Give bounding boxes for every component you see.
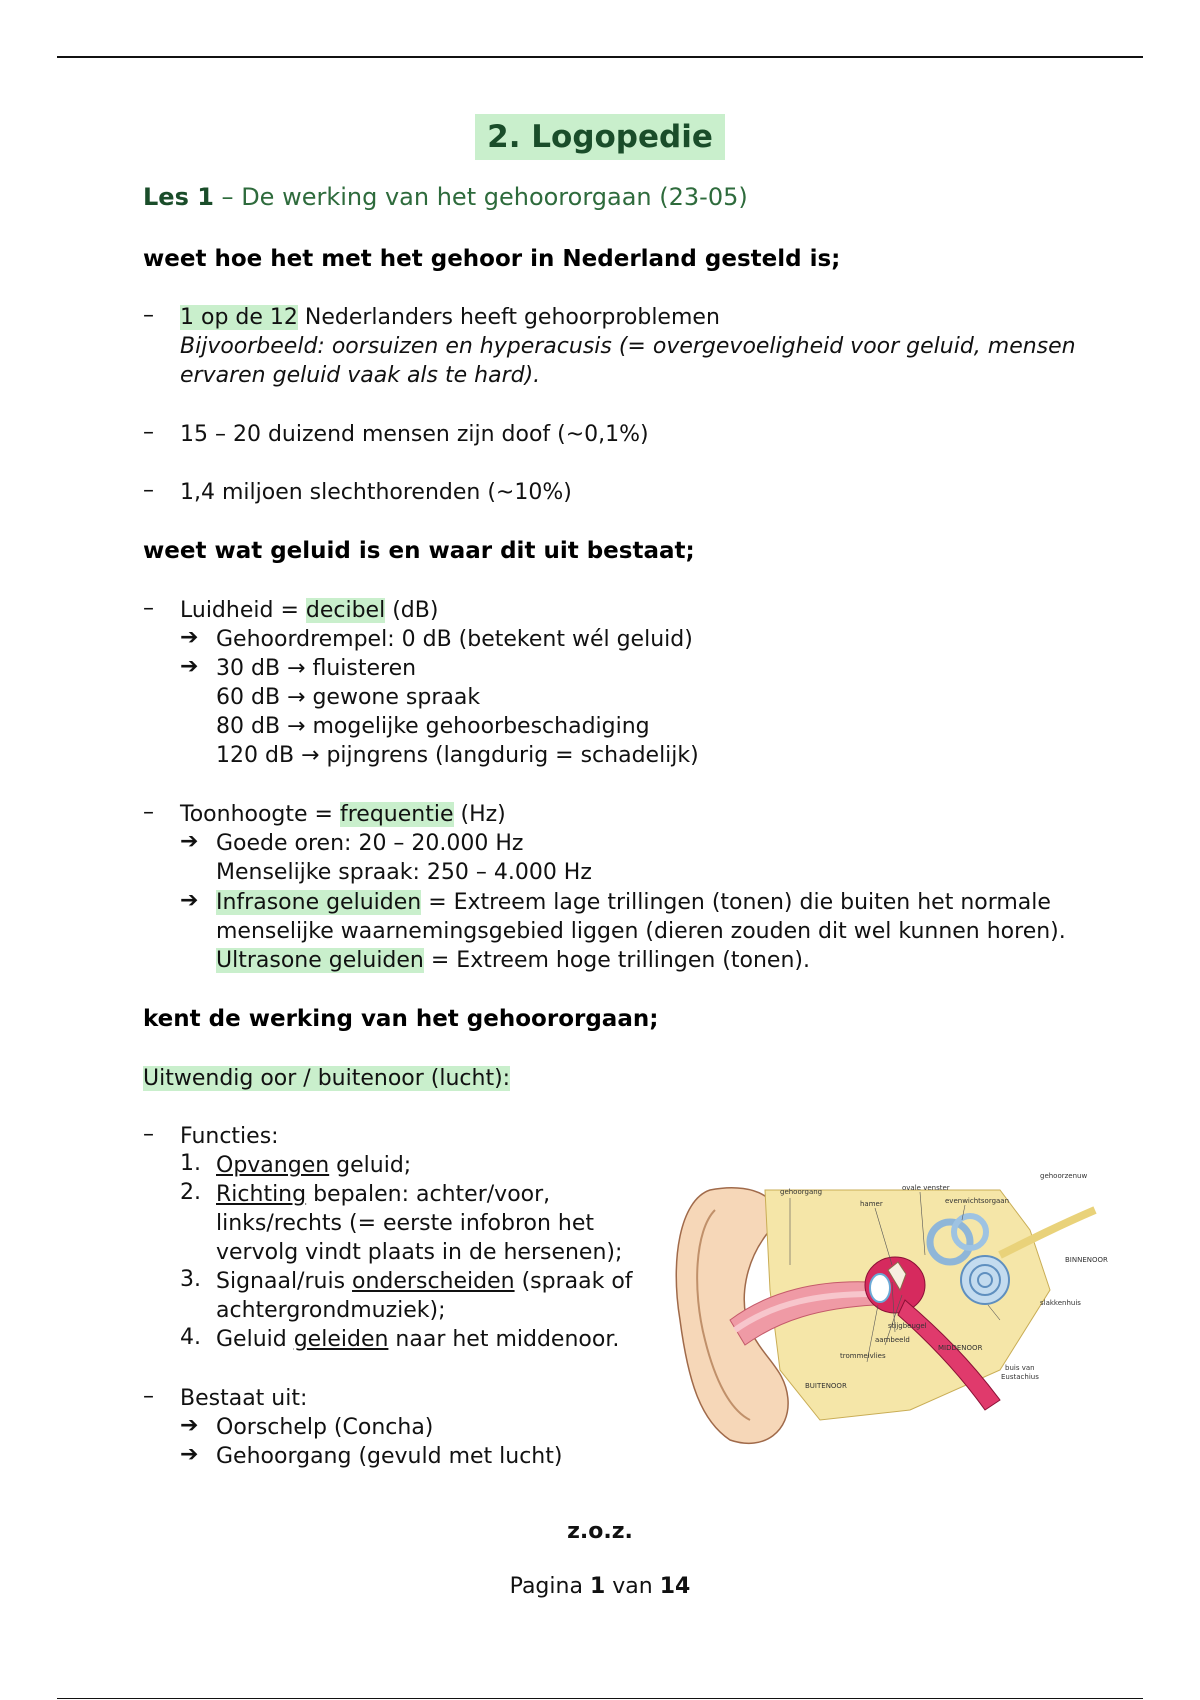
bullet-dash: – — [143, 478, 154, 503]
list-number: 3. — [180, 1267, 201, 1292]
consists-label: Bestaat uit: — [180, 1386, 308, 1411]
list-item-loudness: Luidheid = decibel (dB) — [180, 598, 439, 623]
pitch-infrasone-cont: menselijke waarnemingsgebied liggen (dieren zouden dit wel kunnen horen). — [216, 919, 1066, 944]
label-binnenoor: BINNENOOR — [1065, 1256, 1108, 1264]
label-buis-van: buis van — [1005, 1364, 1035, 1372]
pitch-line: Menselijke spraak: 250 – 4.000 Hz — [216, 860, 592, 885]
list-number: 4. — [180, 1325, 201, 1350]
arrow-icon: ➔ — [180, 888, 199, 913]
label-evenwichtsorgaan: evenwichtsorgaan — [945, 1197, 1010, 1205]
bullet-dash: – — [143, 800, 154, 825]
loudness-line: 120 dB → pijngrens (langdurig = schadelijk) — [216, 743, 699, 768]
list-item-pitch: Toonhoogte = frequentie (Hz) — [180, 802, 506, 827]
list-item-example: Bijvoorbeeld: oorsuizen en hyperacusis (= overgevoeligheid voor geluid, mensen — [180, 334, 1076, 359]
loudness-line: 30 dB → fluisteren — [216, 656, 417, 681]
bullet-dash: – — [143, 1122, 154, 1147]
list-item: 1 op de 12 Nederlanders heeft gehoorproblemen — [180, 305, 720, 330]
label-middenoor: MIDDENOOR — [938, 1344, 983, 1352]
function-item-cont: links/rechts (= eerste infobron het — [216, 1211, 595, 1236]
section-heading-hearing-organ: kent de werking van het gehoororgaan; — [143, 1006, 659, 1032]
pitch-ultrasone: Ultrasone geluiden = Extreem hoge trillingen (tonen). — [216, 948, 810, 973]
label-ovale-venster: ovale venster — [902, 1184, 950, 1192]
arrow-icon: ➔ — [180, 829, 199, 854]
label-hamer: hamer — [860, 1200, 883, 1208]
list-number: 2. — [180, 1180, 201, 1205]
bottom-rule — [57, 1698, 1143, 1699]
label-trommelvlies: trommelvlies — [840, 1352, 886, 1360]
pitch-line: Goede oren: 20 – 20.000 Hz — [216, 831, 524, 856]
label-buitenoor: BUITENOOR — [805, 1382, 847, 1390]
label-slakkenhuis: slakkenhuis — [1040, 1299, 1081, 1307]
label-eustachius: Eustachius — [1001, 1373, 1039, 1381]
page-title: 2. Logopedie — [475, 114, 725, 160]
lesson-topic: De werking van het gehoororgaan (23-05) — [241, 183, 748, 211]
list-item-example: ervaren geluid vaak als te hard). — [180, 363, 541, 388]
lesson-number: Les 1 — [143, 183, 214, 211]
bullet-dash: – — [143, 303, 154, 328]
zoz-note: z.o.z. — [567, 1519, 633, 1544]
arrow-icon: ➔ — [180, 1442, 199, 1467]
function-item: Geluid geleiden naar het middenoor. — [216, 1327, 620, 1352]
lesson-heading — [143, 183, 748, 211]
consists-item: Oorschelp (Concha) — [216, 1415, 434, 1440]
functions-label: Functies: — [180, 1124, 279, 1149]
pitch-infrasone: Infrasone geluiden = Extreem lage trillingen (tonen) die buiten het normale — [216, 890, 1051, 915]
list-item: 15 – 20 duizend mensen zijn doof (~0,1%) — [180, 422, 649, 447]
ear-anatomy-figure — [670, 1170, 1115, 1450]
lesson-separator: – — [213, 183, 242, 211]
section-heading-hearing-nl: weet hoe het met het gehoor in Nederland gesteld is; — [143, 246, 841, 272]
label-gehoorgang: gehoorgang — [780, 1188, 823, 1196]
loudness-line: 80 dB → mogelijke gehoorbeschadiging — [216, 714, 650, 739]
bullet-dash: – — [143, 596, 154, 621]
loudness-line: 60 dB → gewone spraak — [216, 685, 481, 710]
loudness-line: Gehoordrempel: 0 dB (betekent wél geluid) — [216, 627, 693, 652]
bullet-dash: – — [143, 1384, 154, 1409]
page-number: Pagina 1 van 14 — [509, 1574, 691, 1599]
list-number: 1. — [180, 1151, 201, 1176]
arrow-icon: ➔ — [180, 654, 199, 679]
section-heading-sound: weet wat geluid is en waar dit uit bestaat; — [143, 538, 695, 564]
function-item: Signaal/ruis onderscheiden (spraak of — [216, 1269, 633, 1294]
function-item-cont: achtergrondmuziek); — [216, 1298, 446, 1323]
consists-item: Gehoorgang (gevuld met lucht) — [216, 1444, 563, 1469]
function-item-cont: vervolg vindt plaats in de hersenen); — [216, 1240, 623, 1265]
eardrum — [870, 1274, 890, 1302]
label-gehoorzenuw: gehoorzenuw — [1040, 1172, 1088, 1180]
function-item: Richting bepalen: achter/voor, — [216, 1182, 551, 1207]
arrow-icon: ➔ — [180, 625, 199, 650]
subheading-outer-ear: Uitwendig oor / buitenoor (lucht): — [143, 1066, 511, 1091]
bullet-dash: – — [143, 420, 154, 445]
cochlea — [961, 1256, 1009, 1304]
label-aambeeld: aambeeld — [875, 1336, 910, 1344]
function-item: Opvangen geluid; — [216, 1153, 412, 1178]
list-item: 1,4 miljoen slechthorenden (~10%) — [180, 480, 572, 505]
label-stijgbeugel: stijgbeugel — [888, 1322, 927, 1330]
arrow-icon: ➔ — [180, 1413, 199, 1438]
top-rule — [57, 56, 1143, 58]
